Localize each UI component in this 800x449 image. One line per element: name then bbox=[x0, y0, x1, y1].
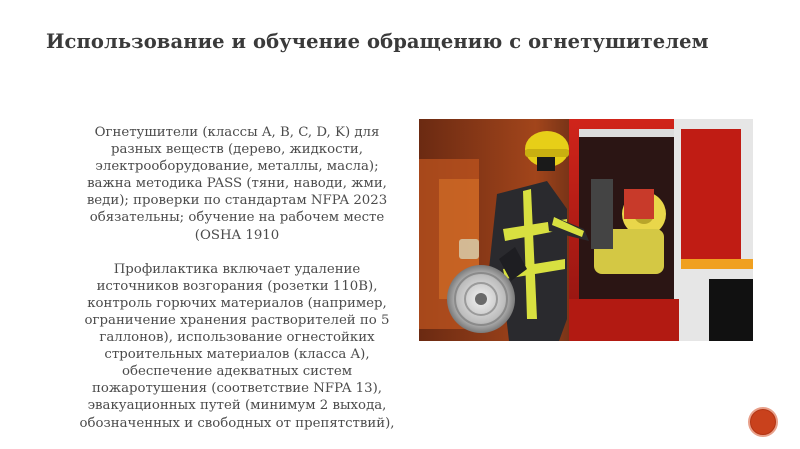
slide-body bbox=[52, 124, 422, 449]
firefighter-photo bbox=[419, 119, 753, 341]
paragraph-prevention: Профилактика включает удаление источников возгорания (розетки 110В), контроль горючих материалов (например, ограничение хранения растворителей по 5 галлонов), использование огнестойких строительных материалов (класса A), обеспечение адекватных систем пожаротушения (соответствие NFPA 13), эвакуационных путей (минимум 2 выхода, обозначенных и свободных от препятствий), bbox=[79, 261, 395, 431]
next-slide-button[interactable] bbox=[748, 407, 778, 437]
slide-title: Использование и обучение обращению с огнетушителем bbox=[46, 30, 709, 53]
paragraph-extinguishers: Огнетушители (классы A, B, C, D, K) для разных веществ (дерево, жидкости, электрооборудование, металлы, масла); важна методика PASS (тяни, наводи, жми, веди); проверки по стандартам NFPA 2023 обязательны; обучение на рабочем месте (OSHA 1910 bbox=[86, 125, 388, 243]
